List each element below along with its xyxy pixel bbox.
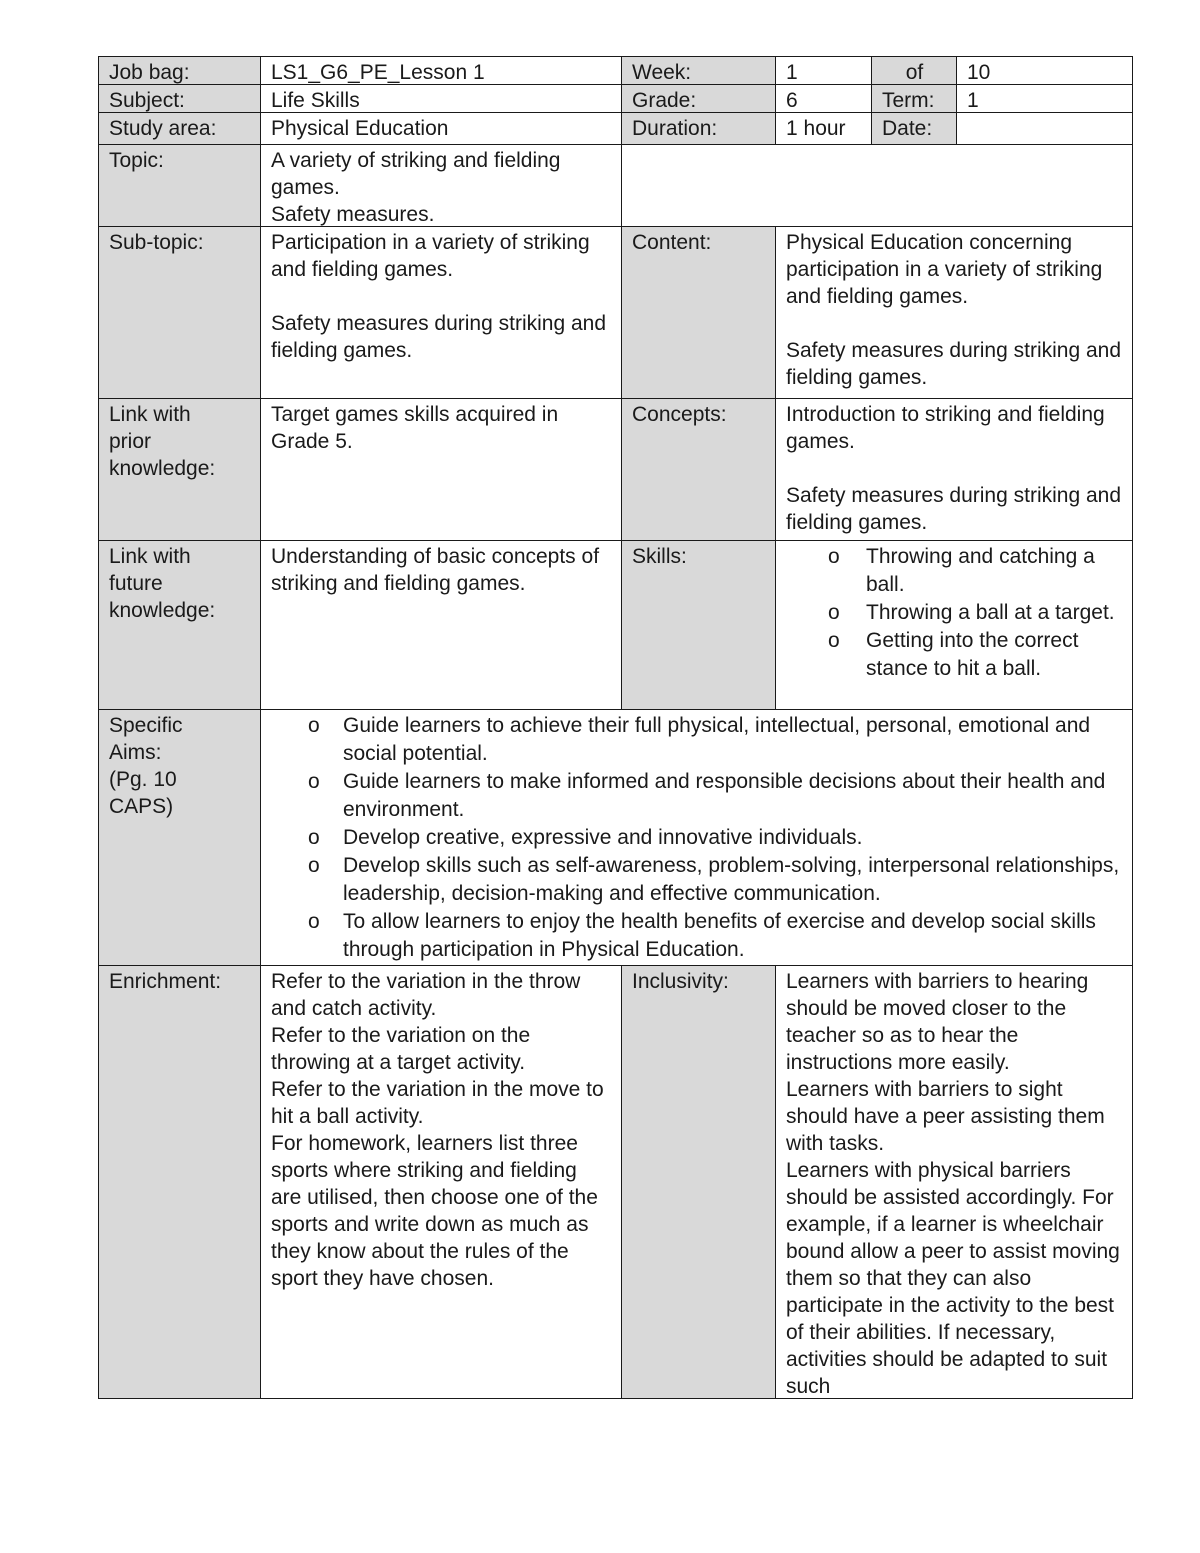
future-knowledge-label: Link with future knowledge:	[98, 540, 262, 711]
content-label: Content:	[621, 226, 777, 400]
of-value: 10	[956, 56, 1133, 86]
date-label: Date:	[871, 112, 958, 146]
prior-knowledge-label: Link with prior knowledge:	[98, 398, 262, 542]
specific-aims-label: Specific Aims: (Pg. 10 CAPS)	[98, 709, 262, 967]
concepts-value: Introduction to striking and fielding games. Safety measures during striking and fielding games.	[775, 398, 1133, 542]
duration-label: Duration:	[621, 112, 777, 146]
aim-item: o Develop creative, expressive and innovative individuals.	[271, 824, 1122, 852]
job-bag-label: Job bag:	[98, 56, 262, 86]
topic-value: A variety of striking and fielding games. Safety measures.	[260, 144, 623, 228]
date-value	[956, 112, 1133, 146]
of-label: of	[871, 56, 958, 86]
enrichment-value: Refer to the variation in the throw and catch activity. Refer to the variation on the throwing at a target activity. Refer to the variation in the move to hit a ball activity. For homework, learners list three sports where striking and fielding are utilised, then choose one of the sports and write down as much as they know about the rules of the sport they have chosen.	[260, 965, 623, 1399]
inclusivity-value: Learners with barriers to hearing should be moved closer to the teacher so as to hear the instructions more easily. Learners with barriers to sight should have a peer assisting them with tasks. Learners with physical barriers should be assisted accordingly. For example, if a learner is wheelchair bound allow a peer to assist moving them so that they can also participate in the activity to the best of their abilities. If necessary, activities should be adapted to suit such	[775, 965, 1133, 1399]
skills-list	[775, 540, 1133, 711]
subject-label: Subject:	[98, 84, 262, 114]
aim-item: o Guide learners to make informed and responsible decisions about their health and environment.	[271, 768, 1122, 824]
aim-item: o Develop skills such as self-awareness, problem-solving, interpersonal relationships, leadership, decision-making and effective communication.	[271, 852, 1122, 908]
study-area-value: Physical Education	[260, 112, 623, 146]
study-area-label: Study area:	[98, 112, 262, 146]
subject-value: Life Skills	[260, 84, 623, 114]
skills-label: Skills:	[621, 540, 777, 711]
enrichment-label: Enrichment:	[98, 965, 262, 1399]
future-knowledge-value: Understanding of basic concepts of striking and fielding games.	[260, 540, 623, 711]
duration-value: 1 hour	[775, 112, 873, 146]
concepts-label: Concepts:	[621, 398, 777, 542]
skill-item: o Throwing and catching a ball.	[786, 543, 1122, 599]
specific-aims-list	[260, 709, 1133, 967]
inclusivity-label: Inclusivity:	[621, 965, 777, 1399]
week-label: Week:	[621, 56, 777, 86]
aim-item: o Guide learners to achieve their full physical, intellectual, personal, emotional and social potential.	[271, 712, 1122, 768]
grade-label: Grade:	[621, 84, 777, 114]
content-value: Physical Education concerning participation in a variety of striking and fielding games. Safety measures during striking and fielding games.	[775, 226, 1133, 400]
grade-value: 6	[775, 84, 873, 114]
term-label: Term:	[871, 84, 958, 114]
prior-knowledge-value: Target games skills acquired in Grade 5.	[260, 398, 623, 542]
term-value: 1	[956, 84, 1133, 114]
job-bag-value: LS1_G6_PE_Lesson 1	[260, 56, 623, 86]
week-value: 1	[775, 56, 873, 86]
topic-label: Topic:	[98, 144, 262, 228]
topic-blank	[621, 144, 1133, 228]
subtopic-label: Sub-topic:	[98, 226, 262, 400]
skill-item: o Throwing a ball at a target.	[786, 599, 1122, 627]
subtopic-value: Participation in a variety of striking and fielding games. Safety measures during striking and fielding games.	[260, 226, 623, 400]
skill-item: o Getting into the correct stance to hit a ball.	[786, 627, 1122, 683]
aim-item: o To allow learners to enjoy the health benefits of exercise and develop social skills through participation in Physical Education.	[271, 908, 1122, 964]
